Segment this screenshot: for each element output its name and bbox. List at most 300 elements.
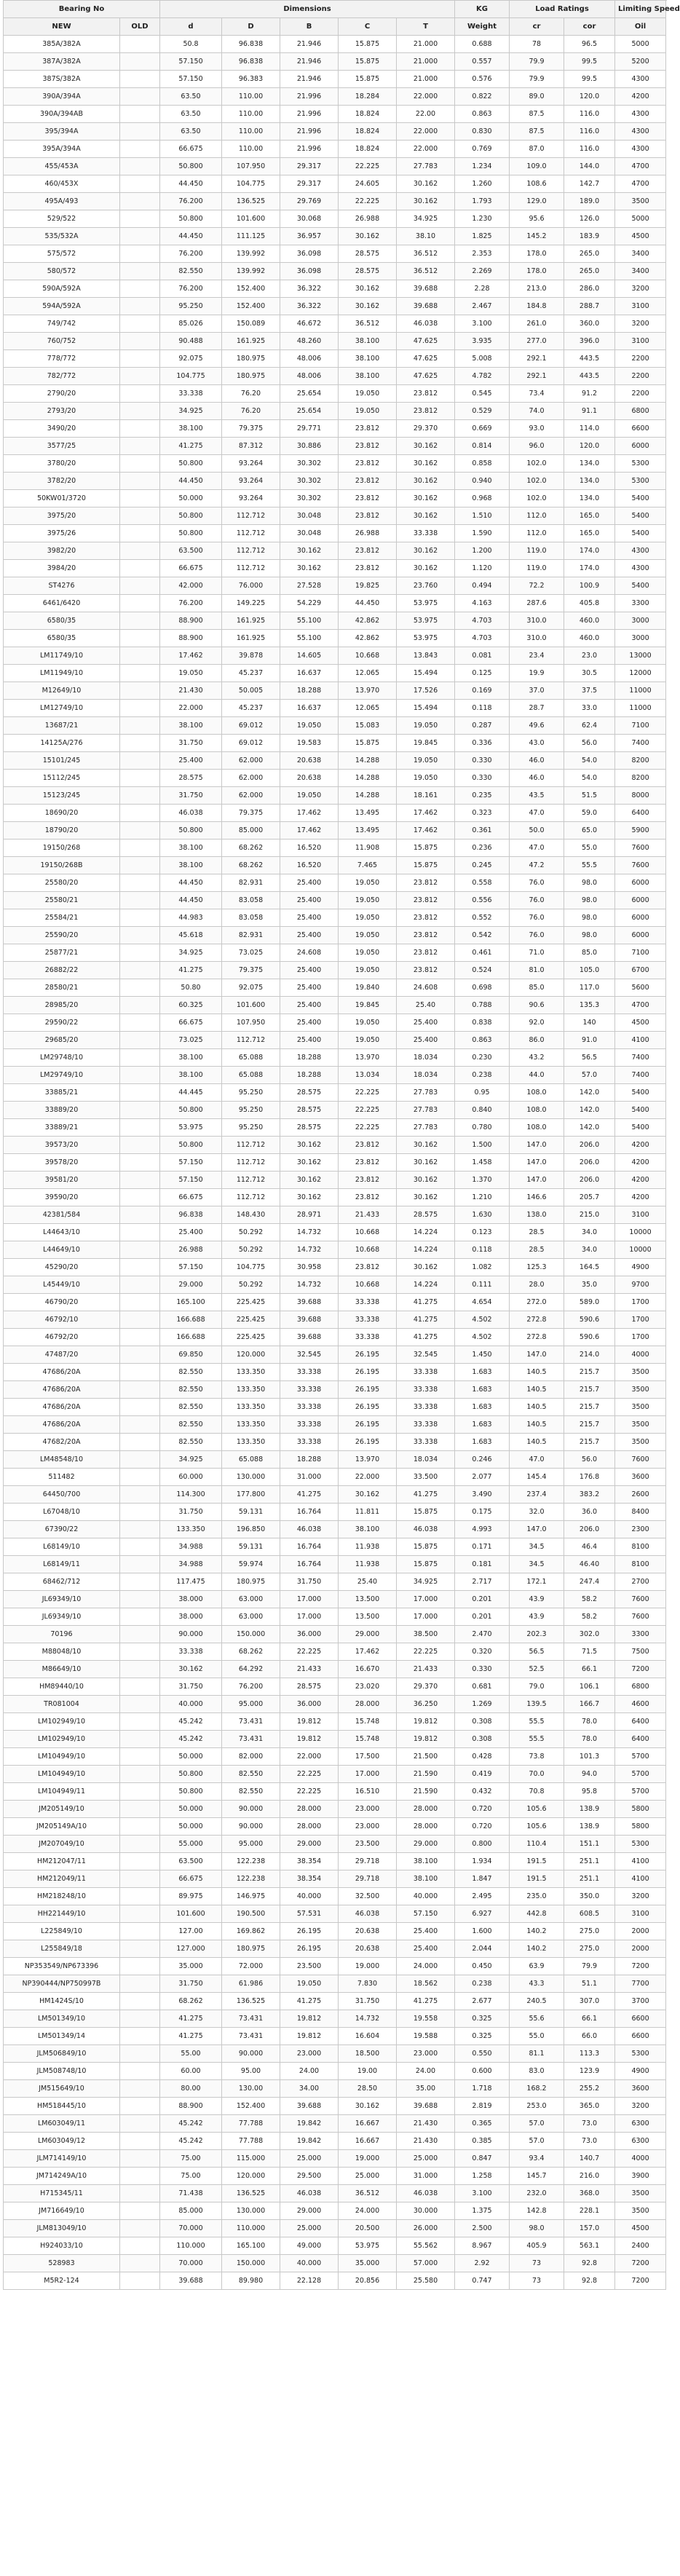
cell-weight: 1.260	[455, 175, 510, 193]
cell-cor: 215.7	[564, 1434, 615, 1451]
cell-old	[120, 350, 160, 368]
cell-d: 31.750	[160, 787, 222, 805]
table-row	[4, 1224, 666, 1241]
cell-weight: 1.082	[455, 1259, 510, 1276]
cell-D: 120.000	[222, 1346, 280, 1364]
cell-oil: 5400	[615, 1084, 666, 1102]
table-row	[4, 839, 666, 857]
cell-C: 13.500	[339, 1608, 397, 1626]
cell-cor: 140.7	[564, 2150, 615, 2168]
cell-cor: 120.0	[564, 438, 615, 455]
cell-B: 49.000	[280, 2237, 339, 2255]
cell-B: 30.302	[280, 473, 339, 490]
cell-T: 14.224	[397, 1224, 455, 1241]
cell-D: 112.712	[222, 1172, 280, 1189]
cell-cor: 215.7	[564, 1364, 615, 1381]
cell-oil: 4900	[615, 1259, 666, 1276]
cell-D: 110.00	[222, 141, 280, 158]
cell-cor: 247.4	[564, 1573, 615, 1591]
cell-D: 110.000	[222, 2220, 280, 2237]
cell-D: 72.000	[222, 1958, 280, 1975]
cell-cr: 119.0	[510, 560, 564, 577]
cell-cr: 191.5	[510, 1853, 564, 1870]
cell-C: 35.000	[339, 2255, 397, 2272]
cell-weight: 1.683	[455, 1416, 510, 1434]
cell-weight: 2.500	[455, 2220, 510, 2237]
cell-oil: 9700	[615, 1276, 666, 1294]
cell-oil: 3500	[615, 2202, 666, 2220]
cell-oil: 7600	[615, 1451, 666, 1469]
cell-D: 136.525	[222, 2185, 280, 2202]
cell-cr: 81.1	[510, 2045, 564, 2063]
cell-B: 25.654	[280, 403, 339, 420]
cell-new: LM12749/10	[4, 700, 120, 717]
header-limiting-speed: Limiting Speed	[615, 1, 666, 18]
cell-cr: 292.1	[510, 350, 564, 368]
cell-cr: 277.0	[510, 333, 564, 350]
table-row	[4, 647, 666, 665]
cell-weight: 0.858	[455, 455, 510, 473]
cell-B: 25.400	[280, 1014, 339, 1032]
table-row	[4, 1311, 666, 1329]
cell-weight: 0.419	[455, 1766, 510, 1783]
cell-D: 133.350	[222, 1416, 280, 1434]
cell-cr: 138.0	[510, 1206, 564, 1224]
cell-C: 10.668	[339, 647, 397, 665]
cell-D: 95.250	[222, 1119, 280, 1137]
cell-weight: 1.120	[455, 560, 510, 577]
table-row	[4, 1154, 666, 1172]
cell-T: 30.162	[397, 438, 455, 455]
cell-old	[120, 385, 160, 403]
cell-d: 69.850	[160, 1346, 222, 1364]
cell-new: 3782/20	[4, 473, 120, 490]
cell-cor: 255.2	[564, 2080, 615, 2098]
cell-old	[120, 2098, 160, 2115]
cell-cor: 33.0	[564, 700, 615, 717]
cell-weight: 0.95	[455, 1084, 510, 1102]
cell-C: 13.970	[339, 682, 397, 700]
cell-old	[120, 315, 160, 333]
cell-D: 177.800	[222, 1486, 280, 1504]
cell-D: 96.838	[222, 36, 280, 53]
table-row	[4, 1241, 666, 1259]
cell-cor: 206.0	[564, 1172, 615, 1189]
cell-C: 15.748	[339, 1713, 397, 1731]
cell-C: 23.020	[339, 1678, 397, 1696]
cell-old	[120, 53, 160, 71]
cell-B: 48.006	[280, 350, 339, 368]
cell-weight: 0.838	[455, 1014, 510, 1032]
cell-cor: 58.2	[564, 1608, 615, 1626]
cell-old	[120, 280, 160, 298]
cell-C: 20.638	[339, 1923, 397, 1940]
table-row	[4, 612, 666, 630]
cell-D: 76.20	[222, 385, 280, 403]
cell-weight: 0.123	[455, 1224, 510, 1241]
header-oil: Oil	[615, 18, 666, 36]
cell-d: 55.00	[160, 2045, 222, 2063]
cell-T: 24.000	[397, 1958, 455, 1975]
cell-C: 38.100	[339, 368, 397, 385]
cell-T: 41.275	[397, 1294, 455, 1311]
cell-cor: 91.2	[564, 385, 615, 403]
cell-cr: 43.3	[510, 1975, 564, 1993]
cell-oil: 6300	[615, 2133, 666, 2150]
table-row	[4, 577, 666, 595]
cell-cr: 55.5	[510, 1713, 564, 1731]
cell-B: 25.400	[280, 892, 339, 909]
cell-oil: 5300	[615, 2045, 666, 2063]
cell-old	[120, 1434, 160, 1451]
cell-old	[120, 787, 160, 805]
cell-T: 30.162	[397, 455, 455, 473]
cell-old	[120, 1172, 160, 1189]
cell-oil: 7200	[615, 2255, 666, 2272]
cell-C: 53.975	[339, 2237, 397, 2255]
cell-B: 16.637	[280, 665, 339, 682]
cell-d: 50.800	[160, 1102, 222, 1119]
cell-cor: 56.0	[564, 1451, 615, 1469]
cell-B: 19.812	[280, 2028, 339, 2045]
cell-cr: 43.5	[510, 787, 564, 805]
cell-C: 26.195	[339, 1399, 397, 1416]
cell-cor: 205.7	[564, 1189, 615, 1206]
table-row	[4, 1259, 666, 1276]
cell-C: 13.495	[339, 822, 397, 839]
table-row	[4, 717, 666, 735]
cell-D: 112.712	[222, 1189, 280, 1206]
cell-D: 112.712	[222, 542, 280, 560]
cell-old	[120, 735, 160, 752]
table-row	[4, 822, 666, 839]
cell-T: 30.162	[397, 1154, 455, 1172]
cell-D: 120.000	[222, 2168, 280, 2185]
cell-oil: 8000	[615, 787, 666, 805]
cell-old	[120, 141, 160, 158]
cell-B: 39.688	[280, 1294, 339, 1311]
table-row	[4, 1870, 666, 1888]
cell-T: 38.100	[397, 1870, 455, 1888]
cell-new: 6461/6420	[4, 595, 120, 612]
cell-new: JM205149/10	[4, 1801, 120, 1818]
cell-T: 18.161	[397, 787, 455, 805]
cell-D: 68.262	[222, 857, 280, 874]
cell-d: 90.000	[160, 1626, 222, 1643]
cell-T: 15.494	[397, 665, 455, 682]
cell-T: 23.812	[397, 962, 455, 979]
cell-D: 65.088	[222, 1049, 280, 1067]
table-row	[4, 752, 666, 770]
cell-T: 30.162	[397, 490, 455, 507]
table-row	[4, 2272, 666, 2290]
cell-new: L67048/10	[4, 1504, 120, 1521]
cell-d: 33.338	[160, 1643, 222, 1661]
cell-cr: 73.4	[510, 385, 564, 403]
cell-D: 112.712	[222, 525, 280, 542]
cell-d: 55.000	[160, 1836, 222, 1853]
cell-T: 36.512	[397, 245, 455, 263]
cell-weight: 1.683	[455, 1364, 510, 1381]
cell-old	[120, 1870, 160, 1888]
cell-T: 15.875	[397, 1556, 455, 1573]
cell-d: 25.400	[160, 1224, 222, 1241]
cell-cr: 110.4	[510, 1836, 564, 1853]
cell-B: 19.050	[280, 1975, 339, 1993]
cell-T: 22.000	[397, 141, 455, 158]
cell-oil: 3600	[615, 2080, 666, 2098]
cell-B: 25.000	[280, 2150, 339, 2168]
cell-oil: 3100	[615, 298, 666, 315]
cell-C: 23.000	[339, 1801, 397, 1818]
cell-cor: 116.0	[564, 123, 615, 141]
cell-C: 44.450	[339, 595, 397, 612]
cell-C: 19.825	[339, 577, 397, 595]
cell-cr: 85.0	[510, 979, 564, 997]
cell-oil: 5400	[615, 507, 666, 525]
cell-d: 63.50	[160, 123, 222, 141]
cell-C: 30.162	[339, 1486, 397, 1504]
cell-old	[120, 630, 160, 647]
cell-cor: 135.3	[564, 997, 615, 1014]
cell-weight: 2.077	[455, 1469, 510, 1486]
cell-d: 66.675	[160, 141, 222, 158]
cell-weight: 4.502	[455, 1329, 510, 1346]
cell-T: 21.590	[397, 1783, 455, 1801]
cell-T: 40.000	[397, 1888, 455, 1905]
cell-C: 23.000	[339, 1818, 397, 1836]
cell-cor: 360.0	[564, 315, 615, 333]
cell-cor: 51.5	[564, 787, 615, 805]
cell-C: 23.812	[339, 420, 397, 438]
cell-cor: 215.7	[564, 1399, 615, 1416]
table-row	[4, 1189, 666, 1206]
cell-D: 59.131	[222, 1504, 280, 1521]
table-row	[4, 2220, 666, 2237]
table-row	[4, 1958, 666, 1975]
cell-B: 30.162	[280, 1154, 339, 1172]
cell-B: 48.260	[280, 333, 339, 350]
cell-old	[120, 682, 160, 700]
cell-T: 47.625	[397, 350, 455, 368]
cell-B: 25.400	[280, 927, 339, 944]
cell-d: 17.462	[160, 647, 222, 665]
cell-oil: 6000	[615, 909, 666, 927]
cell-T: 28.000	[397, 1801, 455, 1818]
cell-oil: 3200	[615, 315, 666, 333]
cell-weight: 1.258	[455, 2168, 510, 2185]
cell-d: 57.150	[160, 53, 222, 71]
cell-C: 23.812	[339, 473, 397, 490]
cell-cor: 166.7	[564, 1696, 615, 1713]
cell-new: 47487/20	[4, 1346, 120, 1364]
table-row	[4, 1853, 666, 1870]
cell-oil: 3500	[615, 1399, 666, 1416]
cell-oil: 4100	[615, 1870, 666, 1888]
cell-d: 44.445	[160, 1084, 222, 1102]
cell-new: L44643/10	[4, 1224, 120, 1241]
cell-new: JM205149A/10	[4, 1818, 120, 1836]
cell-oil: 4300	[615, 141, 666, 158]
cell-new: 42381/584	[4, 1206, 120, 1224]
cell-d: 22.000	[160, 700, 222, 717]
cell-cr: 139.5	[510, 1696, 564, 1713]
cell-B: 24.608	[280, 944, 339, 962]
cell-cor: 73.0	[564, 2133, 615, 2150]
cell-B: 17.000	[280, 1608, 339, 1626]
cell-d: 50.800	[160, 455, 222, 473]
table-row	[4, 1416, 666, 1434]
cell-weight: 0.325	[455, 2028, 510, 2045]
cell-oil: 3700	[615, 1993, 666, 2010]
cell-oil: 5300	[615, 455, 666, 473]
cell-C: 19.050	[339, 927, 397, 944]
cell-cor: 142.0	[564, 1119, 615, 1137]
cell-new: L45449/10	[4, 1276, 120, 1294]
cell-oil: 4700	[615, 175, 666, 193]
cell-oil: 7600	[615, 839, 666, 857]
cell-B: 29.000	[280, 1836, 339, 1853]
cell-T: 19.588	[397, 2028, 455, 2045]
cell-B: 17.462	[280, 805, 339, 822]
table-row	[4, 1888, 666, 1905]
cell-weight: 1.234	[455, 158, 510, 175]
cell-C: 26.988	[339, 210, 397, 228]
cell-cr: 147.0	[510, 1137, 564, 1154]
cell-C: 23.812	[339, 490, 397, 507]
cell-oil: 4100	[615, 1853, 666, 1870]
cell-cr: 178.0	[510, 245, 564, 263]
cell-B: 36.098	[280, 245, 339, 263]
cell-cr: 140.5	[510, 1364, 564, 1381]
cell-new: M86649/10	[4, 1661, 120, 1678]
header-kg: KG	[455, 1, 510, 18]
cell-C: 31.750	[339, 1993, 397, 2010]
cell-cr: 237.4	[510, 1486, 564, 1504]
cell-D: 130.00	[222, 2080, 280, 2098]
cell-oil: 3200	[615, 2098, 666, 2115]
cell-cor: 142.7	[564, 175, 615, 193]
cell-cr: 202.3	[510, 1626, 564, 1643]
cell-old	[120, 1469, 160, 1486]
cell-C: 28.50	[339, 2080, 397, 2098]
cell-new: JL69349/10	[4, 1591, 120, 1608]
cell-new: 64450/700	[4, 1486, 120, 1504]
cell-weight: 0.557	[455, 53, 510, 71]
cell-new: LM48548/10	[4, 1451, 120, 1469]
cell-D: 148.430	[222, 1206, 280, 1224]
cell-D: 63.000	[222, 1591, 280, 1608]
cell-cr: 261.0	[510, 315, 564, 333]
cell-cr: 79.9	[510, 53, 564, 71]
cell-T: 35.00	[397, 2080, 455, 2098]
table-row	[4, 1399, 666, 1416]
cell-cor: 206.0	[564, 1154, 615, 1172]
cell-D: 133.350	[222, 1399, 280, 1416]
cell-B: 30.048	[280, 525, 339, 542]
cell-weight: 0.236	[455, 839, 510, 857]
cell-cr: 272.8	[510, 1311, 564, 1329]
cell-cor: 78.0	[564, 1731, 615, 1748]
cell-d: 166.688	[160, 1329, 222, 1346]
cell-C: 11.938	[339, 1556, 397, 1573]
cell-D: 225.425	[222, 1294, 280, 1311]
cell-T: 39.688	[397, 298, 455, 315]
cell-C: 13.500	[339, 1591, 397, 1608]
cell-old	[120, 1538, 160, 1556]
cell-old	[120, 717, 160, 735]
table-row	[4, 1119, 666, 1137]
cell-d: 95.250	[160, 298, 222, 315]
cell-oil: 5700	[615, 1783, 666, 1801]
cell-old	[120, 1032, 160, 1049]
cell-cr: 178.0	[510, 263, 564, 280]
cell-C: 24.605	[339, 175, 397, 193]
cell-D: 73.431	[222, 1713, 280, 1731]
cell-old	[120, 507, 160, 525]
cell-cr: 79.0	[510, 1678, 564, 1696]
cell-C: 32.500	[339, 1888, 397, 1905]
cell-oil: 3300	[615, 595, 666, 612]
cell-D: 69.012	[222, 735, 280, 752]
cell-cor: 183.9	[564, 228, 615, 245]
cell-new: JM714249A/10	[4, 2168, 120, 2185]
cell-cr: 108.6	[510, 175, 564, 193]
cell-old	[120, 473, 160, 490]
cell-T: 19.050	[397, 752, 455, 770]
cell-cor: 443.5	[564, 368, 615, 385]
cell-T: 41.275	[397, 1993, 455, 2010]
cell-D: 89.980	[222, 2272, 280, 2290]
cell-new: LM102949/10	[4, 1713, 120, 1731]
cell-new: 395A/394A	[4, 141, 120, 158]
cell-new: L255849/18	[4, 1940, 120, 1958]
cell-weight: 0.287	[455, 717, 510, 735]
cell-new: 390A/394AB	[4, 106, 120, 123]
cell-new: HM89440/10	[4, 1678, 120, 1696]
cell-D: 93.264	[222, 455, 280, 473]
cell-cr: 70.8	[510, 1783, 564, 1801]
cell-new: LM501349/14	[4, 2028, 120, 2045]
cell-d: 82.550	[160, 263, 222, 280]
cell-cr: 213.0	[510, 280, 564, 298]
cell-d: 127.00	[160, 1923, 222, 1940]
cell-cr: 50.0	[510, 822, 564, 839]
cell-B: 19.842	[280, 2133, 339, 2150]
cell-C: 10.668	[339, 1224, 397, 1241]
cell-cor: 30.5	[564, 665, 615, 682]
cell-oil: 7400	[615, 735, 666, 752]
cell-D: 73.025	[222, 944, 280, 962]
cell-old	[120, 1783, 160, 1801]
cell-B: 36.322	[280, 280, 339, 298]
table-header	[4, 1, 680, 36]
cell-D: 90.000	[222, 2045, 280, 2063]
cell-C: 42.862	[339, 630, 397, 647]
cell-T: 33.338	[397, 1399, 455, 1416]
cell-cor: 350.0	[564, 1888, 615, 1905]
cell-cor: 92.8	[564, 2272, 615, 2290]
cell-B: 17.462	[280, 822, 339, 839]
cell-weight: 0.308	[455, 1713, 510, 1731]
cell-d: 50.000	[160, 490, 222, 507]
cell-cr: 140.5	[510, 1399, 564, 1416]
cell-weight: 0.720	[455, 1818, 510, 1836]
cell-new: 2790/20	[4, 385, 120, 403]
cell-D: 90.000	[222, 1818, 280, 1836]
cell-oil: 13000	[615, 647, 666, 665]
cell-d: 44.983	[160, 909, 222, 927]
